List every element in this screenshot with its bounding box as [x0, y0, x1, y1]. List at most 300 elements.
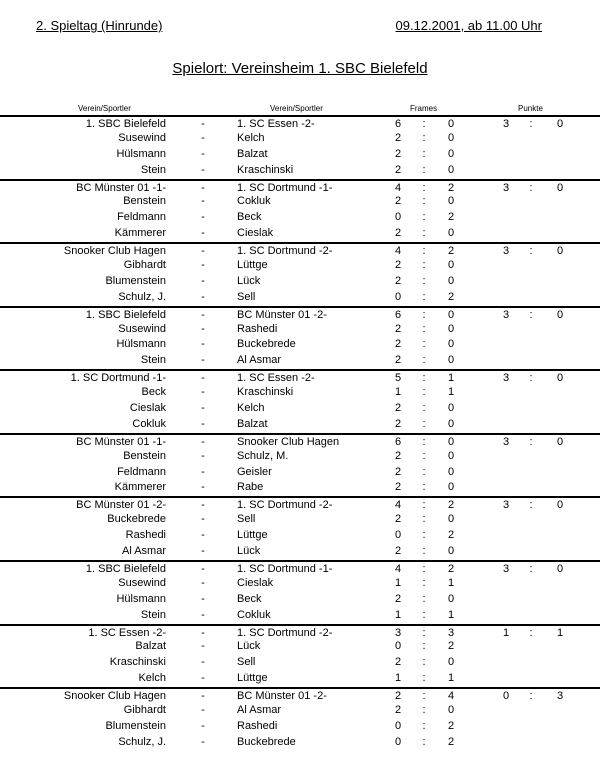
frames-home: 2	[394, 274, 402, 287]
frames-colon: :	[422, 274, 426, 287]
home-team: 1. SC Essen -2-	[88, 626, 166, 639]
points-home: 3	[502, 372, 510, 385]
home-team: Snooker Club Hagen	[63, 690, 166, 703]
away-team: BC Münster 01 -2-	[237, 308, 327, 321]
frames-home: 1	[394, 672, 402, 685]
points-colon: :	[529, 118, 533, 130]
points-away: 3	[556, 690, 564, 703]
frames-home: 2	[394, 195, 402, 208]
frames-away: 0	[447, 449, 455, 462]
frames-home: 4	[394, 499, 402, 512]
game-row	[0, 592, 600, 608]
frames-away: 2	[447, 735, 455, 748]
frames-colon: :	[422, 562, 426, 575]
game-row	[0, 131, 600, 147]
home-team: 1. SC Dortmund -1-	[70, 372, 166, 385]
frames-home: 0	[394, 640, 402, 653]
away-player: Sell	[237, 656, 256, 669]
game-row	[0, 337, 600, 353]
vs-dash: -	[201, 545, 205, 558]
points-home: 3	[502, 435, 510, 448]
away-team: 1. SC Dortmund -2-	[237, 626, 333, 639]
away-player: Sell	[237, 513, 256, 526]
frames-colon: :	[422, 372, 426, 385]
frames-home: 3	[394, 626, 402, 639]
frames-home: 4	[394, 181, 402, 194]
vs-dash: -	[201, 690, 205, 703]
vs-dash: -	[201, 131, 205, 144]
frames-colon: :	[422, 386, 426, 399]
away-player: Sell	[237, 290, 256, 303]
frames-away: 0	[447, 147, 455, 160]
vs-dash: -	[201, 290, 205, 303]
vs-dash: -	[201, 719, 205, 732]
home-player: Gibhardt	[123, 703, 166, 716]
frames-away: 0	[447, 118, 455, 130]
points-colon: :	[529, 372, 533, 385]
points-home: 0	[502, 690, 510, 703]
frames-home: 2	[394, 322, 402, 335]
home-team: BC Münster 01 -1-	[76, 181, 166, 194]
away-player: Schulz, M.	[237, 449, 289, 462]
home-team: 1. SBC Bielefeld	[85, 562, 166, 575]
match-row	[0, 242, 600, 258]
away-player: Geisler	[237, 465, 272, 478]
home-player: Benstein	[123, 195, 166, 208]
frames-home: 2	[394, 402, 402, 415]
points-away: 0	[556, 118, 564, 130]
game-row	[0, 385, 600, 401]
away-player: Beck	[237, 592, 262, 605]
home-team: BC Münster 01 -1-	[76, 435, 166, 448]
home-player: Stein	[140, 354, 166, 367]
frames-away: 0	[447, 513, 455, 526]
frames-away: 0	[447, 545, 455, 558]
vs-dash: -	[201, 322, 205, 335]
frames-home: 0	[394, 290, 402, 303]
frames-away: 2	[447, 499, 455, 512]
frames-home: 2	[394, 481, 402, 494]
match-row	[0, 179, 600, 195]
vs-dash: -	[201, 562, 205, 575]
vs-dash: -	[201, 402, 205, 415]
frames-colon: :	[422, 338, 426, 351]
frames-colon: :	[422, 465, 426, 478]
frames-home: 2	[394, 227, 402, 240]
away-player: Lüttge	[237, 529, 268, 542]
game-row	[0, 163, 600, 179]
home-player: Hülsmann	[116, 147, 166, 160]
frames-colon: :	[422, 435, 426, 448]
home-player: Hülsmann	[116, 338, 166, 351]
game-row	[0, 194, 600, 210]
away-player: Lück	[237, 274, 261, 287]
home-player: Gibhardt	[123, 259, 166, 272]
game-row	[0, 417, 600, 433]
home-player: Blumenstein	[105, 274, 166, 287]
away-player: Rashedi	[237, 719, 278, 732]
home-player: Cieslak	[129, 402, 166, 415]
vs-dash: -	[201, 147, 205, 160]
points-colon: :	[529, 690, 533, 703]
frames-away: 0	[447, 163, 455, 176]
frames-home: 2	[394, 259, 402, 272]
vs-dash: -	[201, 672, 205, 685]
date-time: 09.12.2001, ab 11.00 Uhr	[395, 18, 542, 33]
away-team: 1. SC Dortmund -2-	[237, 499, 333, 512]
vs-dash: -	[201, 308, 205, 321]
home-player: Beck	[141, 386, 166, 399]
frames-home: 2	[394, 354, 402, 367]
frames-home: 0	[394, 719, 402, 732]
frames-home: 2	[394, 417, 402, 430]
home-player: Susewind	[118, 576, 166, 589]
frames-colon: :	[422, 449, 426, 462]
vs-dash: -	[201, 656, 205, 669]
frames-home: 2	[394, 147, 402, 160]
frames-home: 2	[394, 513, 402, 526]
frames-home: 2	[394, 131, 402, 144]
frames-colon: :	[422, 290, 426, 303]
vs-dash: -	[201, 211, 205, 224]
frames-away: 0	[447, 259, 455, 272]
frames-away: 0	[447, 195, 455, 208]
points-away: 0	[556, 181, 564, 194]
frames-away: 0	[447, 417, 455, 430]
column-header-punkte: Punkte	[518, 104, 543, 113]
away-player: Balzat	[237, 147, 268, 160]
game-row	[0, 528, 600, 544]
home-player: Cokluk	[132, 417, 166, 430]
vs-dash: -	[201, 386, 205, 399]
frames-colon: :	[422, 735, 426, 748]
home-team: Snooker Club Hagen	[63, 245, 166, 258]
vs-dash: -	[201, 513, 205, 526]
column-header-frames: Frames	[410, 104, 438, 113]
vs-dash: -	[201, 274, 205, 287]
home-team: 1. SBC Bielefeld	[85, 308, 166, 321]
game-row	[0, 655, 600, 671]
away-player: Kelch	[237, 131, 265, 144]
vs-dash: -	[201, 245, 205, 258]
frames-away: 0	[447, 656, 455, 669]
game-row	[0, 608, 600, 624]
game-row	[0, 274, 600, 290]
frames-home: 2	[394, 449, 402, 462]
results-table	[0, 115, 600, 751]
vs-dash: -	[201, 640, 205, 653]
frames-away: 0	[447, 227, 455, 240]
away-team: 1. SC Essen -2-	[237, 372, 315, 385]
away-team: 1. SC Dortmund -2-	[237, 245, 333, 258]
points-home: 3	[502, 118, 510, 130]
frames-colon: :	[422, 308, 426, 321]
frames-colon: :	[422, 608, 426, 621]
away-player: Kraschinski	[237, 163, 294, 176]
frames-colon: :	[422, 672, 426, 685]
vs-dash: -	[201, 576, 205, 589]
vs-dash: -	[201, 181, 205, 194]
frames-away: 0	[447, 354, 455, 367]
frames-home: 6	[394, 435, 402, 448]
home-player: Kämmerer	[114, 481, 166, 494]
frames-away: 2	[447, 529, 455, 542]
frames-home: 6	[394, 308, 402, 321]
frames-colon: :	[422, 181, 426, 194]
frames-colon: :	[422, 529, 426, 542]
frames-away: 2	[447, 640, 455, 653]
round-title: 2. Spieltag (Hinrunde)	[36, 18, 163, 33]
game-row	[0, 544, 600, 560]
frames-home: 2	[394, 545, 402, 558]
points-home: 3	[502, 308, 510, 321]
home-player: Blumenstein	[105, 719, 166, 732]
frames-home: 5	[394, 372, 402, 385]
game-row	[0, 465, 600, 481]
game-row	[0, 480, 600, 496]
frames-colon: :	[422, 402, 426, 415]
column-header-verein-right: Verein/Sportler	[270, 104, 323, 113]
home-team: BC Münster 01 -2-	[76, 499, 166, 512]
frames-colon: :	[422, 592, 426, 605]
away-player: Lück	[237, 640, 261, 653]
points-away: 0	[556, 372, 564, 385]
points-colon: :	[529, 245, 533, 258]
frames-colon: :	[422, 703, 426, 716]
frames-colon: :	[422, 640, 426, 653]
match-row	[0, 560, 600, 576]
vs-dash: -	[201, 499, 205, 512]
vs-dash: -	[201, 435, 205, 448]
frames-colon: :	[422, 719, 426, 732]
frames-away: 0	[447, 465, 455, 478]
away-player: Lüttge	[237, 259, 268, 272]
frames-away: 1	[447, 576, 455, 589]
vs-dash: -	[201, 354, 205, 367]
game-row	[0, 258, 600, 274]
vs-dash: -	[201, 163, 205, 176]
frames-home: 2	[394, 690, 402, 703]
away-player: Cokluk	[237, 608, 271, 621]
away-player: Buckebrede	[237, 735, 296, 748]
frames-home: 0	[394, 735, 402, 748]
frames-away: 0	[447, 402, 455, 415]
frames-away: 0	[447, 322, 455, 335]
game-row	[0, 512, 600, 528]
points-away: 1	[556, 626, 564, 639]
home-player: Al Asmar	[121, 545, 166, 558]
home-player: Susewind	[118, 131, 166, 144]
frames-away: 4	[447, 690, 455, 703]
away-team: 1. SC Dortmund -1-	[237, 562, 333, 575]
away-player: Cieslak	[237, 576, 274, 589]
vs-dash: -	[201, 735, 205, 748]
vs-dash: -	[201, 592, 205, 605]
frames-colon: :	[422, 131, 426, 144]
game-row	[0, 639, 600, 655]
home-player: Schulz, J.	[118, 290, 166, 303]
game-row	[0, 703, 600, 719]
game-row	[0, 290, 600, 306]
away-player: Lüttge	[237, 672, 268, 685]
points-colon: :	[529, 435, 533, 448]
home-player: Susewind	[118, 322, 166, 335]
match-row	[0, 306, 600, 322]
frames-away: 1	[447, 372, 455, 385]
vs-dash: -	[201, 227, 205, 240]
points-home: 3	[502, 562, 510, 575]
frames-home: 1	[394, 576, 402, 589]
away-team: BC Münster 01 -2-	[237, 690, 327, 703]
frames-colon: :	[422, 354, 426, 367]
frames-away: 0	[447, 435, 455, 448]
points-away: 0	[556, 562, 564, 575]
home-player: Benstein	[123, 449, 166, 462]
vs-dash: -	[201, 703, 205, 716]
frames-colon: :	[422, 499, 426, 512]
frames-home: 2	[394, 656, 402, 669]
vs-dash: -	[201, 481, 205, 494]
frames-home: 1	[394, 386, 402, 399]
game-row	[0, 735, 600, 751]
game-row	[0, 671, 600, 687]
frames-colon: :	[422, 545, 426, 558]
frames-colon: :	[422, 245, 426, 258]
away-player: Kelch	[237, 402, 265, 415]
home-player: Buckebrede	[107, 513, 166, 526]
frames-away: 1	[447, 608, 455, 621]
points-home: 3	[502, 245, 510, 258]
frames-colon: :	[422, 322, 426, 335]
game-row	[0, 449, 600, 465]
vs-dash: -	[201, 372, 205, 385]
away-player: Cokluk	[237, 195, 271, 208]
frames-home: 0	[394, 529, 402, 542]
away-player: Beck	[237, 211, 262, 224]
frames-home: 1	[394, 608, 402, 621]
frames-away: 0	[447, 703, 455, 716]
home-player: Schulz, J.	[118, 735, 166, 748]
game-row	[0, 226, 600, 242]
home-player: Rashedi	[125, 529, 166, 542]
match-row	[0, 496, 600, 512]
points-home: 1	[502, 626, 510, 639]
away-player: Kraschinski	[237, 386, 294, 399]
away-player: Cieslak	[237, 227, 274, 240]
away-player: Al Asmar	[237, 354, 282, 367]
frames-colon: :	[422, 690, 426, 703]
away-team: 1. SC Essen -2-	[237, 118, 315, 130]
frames-away: 0	[447, 592, 455, 605]
frames-colon: :	[422, 227, 426, 240]
match-row	[0, 433, 600, 449]
frames-colon: :	[422, 626, 426, 639]
vs-dash: -	[201, 529, 205, 542]
game-row	[0, 147, 600, 163]
match-row	[0, 624, 600, 640]
frames-home: 0	[394, 211, 402, 224]
game-row	[0, 401, 600, 417]
game-row	[0, 353, 600, 369]
frames-home: 4	[394, 245, 402, 258]
frames-home: 2	[394, 338, 402, 351]
vs-dash: -	[201, 118, 205, 130]
frames-colon: :	[422, 417, 426, 430]
frames-away: 2	[447, 290, 455, 303]
away-player: Al Asmar	[237, 703, 282, 716]
frames-away: 1	[447, 672, 455, 685]
home-player: Balzat	[135, 640, 166, 653]
home-team: 1. SBC Bielefeld	[85, 118, 166, 130]
away-player: Rashedi	[237, 322, 278, 335]
frames-away: 0	[447, 308, 455, 321]
frames-away: 0	[447, 481, 455, 494]
away-player: Rabe	[237, 481, 264, 494]
frames-colon: :	[422, 118, 426, 130]
frames-colon: :	[422, 259, 426, 272]
vs-dash: -	[201, 608, 205, 621]
vs-dash: -	[201, 259, 205, 272]
frames-home: 4	[394, 562, 402, 575]
frames-colon: :	[422, 195, 426, 208]
frames-colon: :	[422, 656, 426, 669]
home-player: Stein	[140, 608, 166, 621]
away-team: Snooker Club Hagen	[237, 435, 340, 448]
frames-away: 2	[447, 562, 455, 575]
vs-dash: -	[201, 338, 205, 351]
venue-title: Spielort: Vereinsheim 1. SBC Bielefeld	[172, 60, 428, 77]
home-player: Kämmerer	[114, 227, 166, 240]
vs-dash: -	[201, 626, 205, 639]
frames-away: 0	[447, 131, 455, 144]
frames-away: 0	[447, 274, 455, 287]
vs-dash: -	[201, 195, 205, 208]
match-row	[0, 369, 600, 385]
game-row	[0, 322, 600, 338]
points-colon: :	[529, 499, 533, 512]
away-player: Balzat	[237, 417, 268, 430]
game-row	[0, 576, 600, 592]
frames-away: 2	[447, 245, 455, 258]
vs-dash: -	[201, 417, 205, 430]
points-colon: :	[529, 181, 533, 194]
frames-home: 6	[394, 118, 402, 130]
points-colon: :	[529, 626, 533, 639]
frames-home: 2	[394, 465, 402, 478]
away-team: 1. SC Dortmund -1-	[237, 181, 333, 194]
frames-away: 1	[447, 386, 455, 399]
frames-away: 2	[447, 181, 455, 194]
points-away: 0	[556, 499, 564, 512]
frames-away: 0	[447, 338, 455, 351]
points-home: 3	[502, 181, 510, 194]
frames-colon: :	[422, 481, 426, 494]
frames-away: 2	[447, 211, 455, 224]
home-player: Feldmann	[117, 465, 166, 478]
home-player: Feldmann	[117, 211, 166, 224]
frames-home: 2	[394, 703, 402, 716]
frames-colon: :	[422, 163, 426, 176]
points-home: 3	[502, 499, 510, 512]
match-row	[0, 115, 600, 131]
frames-home: 2	[394, 163, 402, 176]
away-player: Buckebrede	[237, 338, 296, 351]
match-row	[0, 687, 600, 703]
frames-away: 2	[447, 719, 455, 732]
game-row	[0, 210, 600, 226]
points-away: 0	[556, 308, 564, 321]
points-colon: :	[529, 308, 533, 321]
